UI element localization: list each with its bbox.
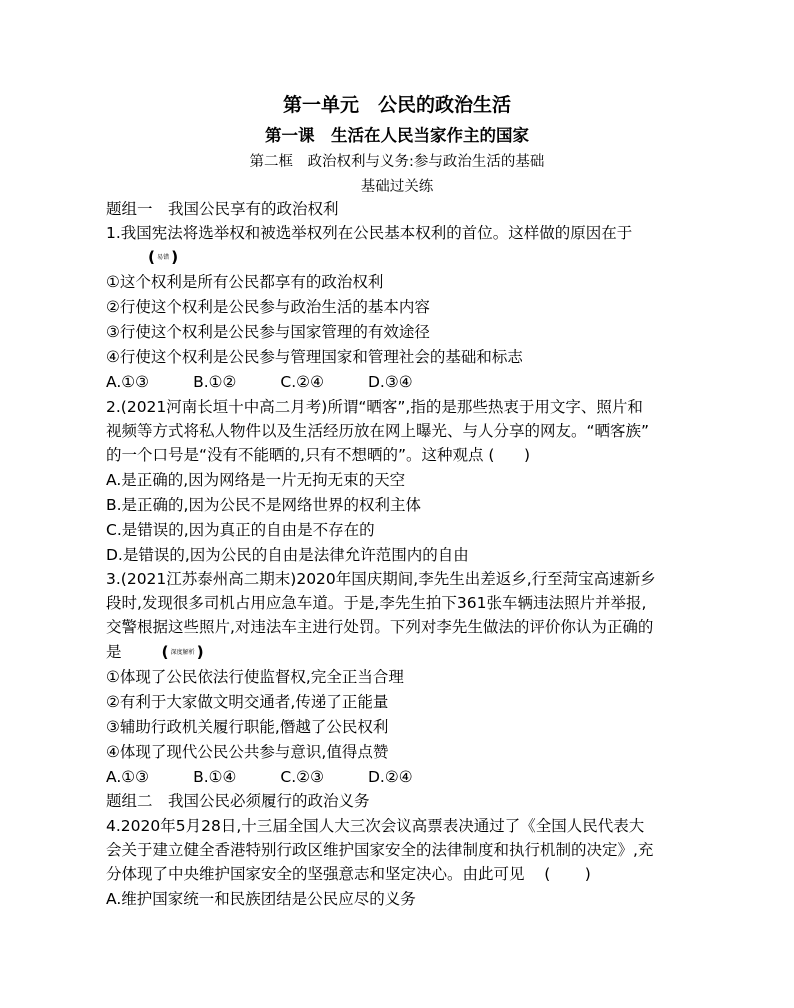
unit-title: 第一单元 公民的政治生活 <box>282 94 511 116</box>
q2-option-b: B.是正确的,因为公民不是网络世界的权利主体 <box>106 496 421 514</box>
q3-paren-close: ) <box>196 643 204 661</box>
q3-answer-line <box>106 641 204 664</box>
q2-stem-line: 视频等方式将私人物件以及生活经历放在网上曝光、与人分享的网友。“晒客族” <box>106 422 650 440</box>
q1-stem: 1.我国宪法将选举权和被选举权列在公民基本权利的首位。这样做的原因在于 <box>106 224 633 242</box>
q1-option-b: B.①② <box>193 373 237 391</box>
q2-option-d: D.是错误的,因为公民的自由是法律允许范围内的自由 <box>106 546 469 564</box>
section-title: 基础过关练 <box>360 179 434 195</box>
q1-item: ①这个权利是所有公民都享有的政治权利 <box>106 273 384 291</box>
q1-tag: 易错 <box>157 253 170 261</box>
q4-stem-line: 分体现了中央维护国家安全的坚强意志和坚定决心。由此可见 ( ) <box>106 865 591 883</box>
q3-item: ④体现了现代公民公共参与意识,值得点赞 <box>106 743 389 761</box>
q1-option-a: A.①③ <box>106 373 150 391</box>
q3-stem-line: 3.(2021江苏泰州高二期末)2020年国庆期间,李先生出差返乡,行至菏宝高速新乡 <box>106 570 656 588</box>
q2-option-c: C.是错误的,因为真正的自由是不存在的 <box>106 521 375 539</box>
q1-answer-blank <box>148 246 178 269</box>
q1-item: ②行使这个权利是公民参与政治生活的基本内容 <box>106 298 430 316</box>
q1-paren-open: ( <box>148 248 156 266</box>
q1-item: ④行使这个权利是公民参与管理国家和管理社会的基础和标志 <box>106 348 523 366</box>
q3-option-b: B.①④ <box>193 768 237 786</box>
group2-heading: 题组二 我国公民必须履行的政治义务 <box>106 792 370 810</box>
q2-stem-line: 2.(2021河南长垣十中高二月考)所谓“晒客”,指的是那些热衷于用文字、照片和 <box>106 398 643 416</box>
q4-stem-line: 会关于建立健全香港特别行政区维护国家安全的法律制度和执行机制的决定》,充 <box>106 841 654 859</box>
lesson-title: 第一课 生活在人民当家作主的国家 <box>265 126 529 145</box>
q3-item: ②有利于大家做文明交通者,传递了正能量 <box>106 693 389 711</box>
q1-option-d: D.③④ <box>367 373 413 391</box>
q1-options <box>106 371 457 393</box>
q1-item: ③行使这个权利是公民参与国家管理的有效途径 <box>106 323 430 341</box>
q3-option-d: D.②④ <box>367 768 413 786</box>
q3-last-word: 是 <box>106 643 122 661</box>
q1-option-c: C.②④ <box>280 373 324 391</box>
q2-option-a: A.是正确的,因为网络是一片无拘无束的天空 <box>106 471 406 489</box>
q3-option-c: C.②③ <box>280 768 324 786</box>
q3-tag: 深度解析 <box>170 648 195 656</box>
q2-stem-line: 的一个口号是“没有不能晒的,只有不想晒的”。这种观点 ( ) <box>106 446 531 464</box>
q3-item: ①体现了公民依法行使监督权,完全正当合理 <box>106 668 404 686</box>
q3-stem-line: 交警根据这些照片,对违法车主进行处罚。下列对李先生做法的评价你认为正确的 <box>106 618 654 636</box>
group1-heading: 题组一 我国公民享有的政治权利 <box>106 200 339 218</box>
q3-paren-open: ( <box>161 643 169 661</box>
q3-stem-line: 段时,发现很多司机占用应急车道。于是,李先生拍下361张车辆违法照片并举报, <box>106 594 647 612</box>
q1-paren-close: ) <box>171 248 179 266</box>
q3-options <box>106 766 457 788</box>
q4-option-a: A.维护国家统一和民族团结是公民应尽的义务 <box>106 890 416 908</box>
frame-title: 第二框 政治权利与义务:参与政治生活的基础 <box>249 154 545 170</box>
q4-stem-line: 4.2020年5月28日,十三届全国人大三次会议高票表决通过了《全国人民代表大 <box>106 817 645 835</box>
q3-option-a: A.①③ <box>106 768 150 786</box>
q3-item: ③辅助行政机关履行职能,僭越了公民权利 <box>106 718 389 736</box>
